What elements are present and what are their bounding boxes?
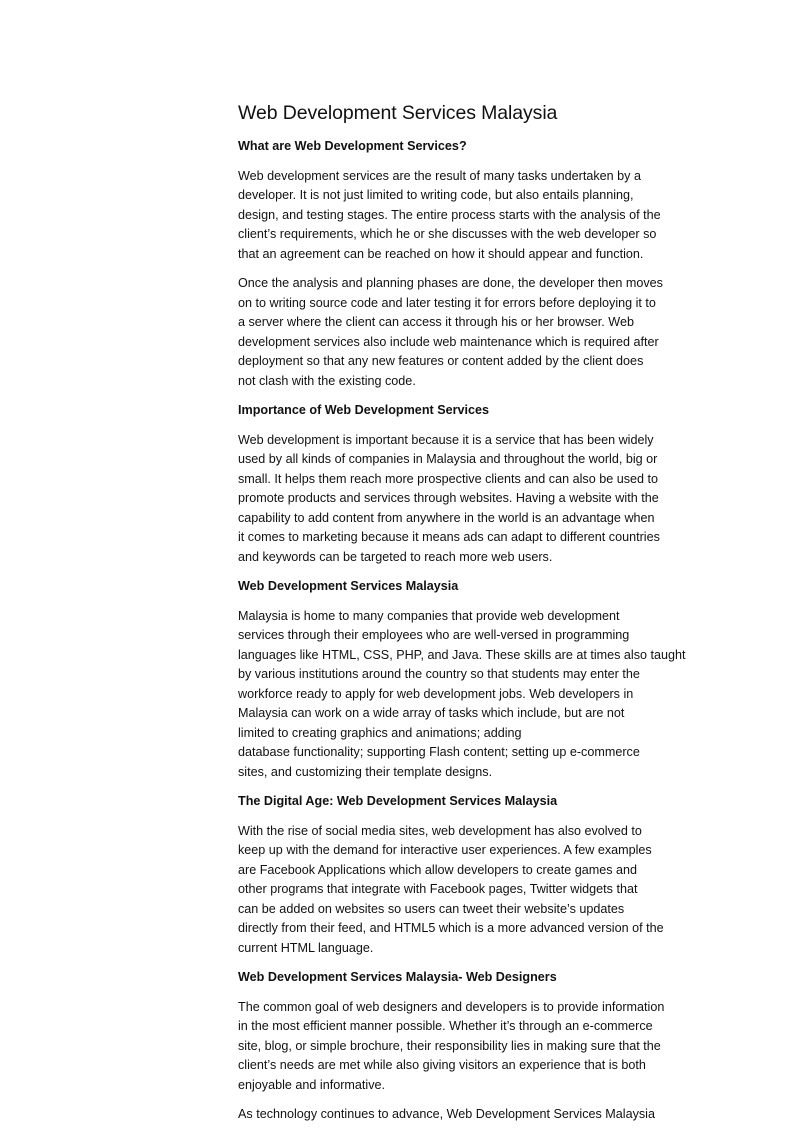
- paragraph-line: Malaysia can work on a wide array of tasks which include, but are not: [238, 706, 625, 720]
- paragraph-line: not clash with the existing code.: [238, 373, 416, 388]
- paragraph-line: design, and testing stages. The entire process starts with the analysis of the: [238, 207, 661, 222]
- paragraph-line: can be added on websites so users can tweet their website’s updates: [238, 901, 625, 916]
- paragraph-line: promote products and services through websites. Having a website with the: [238, 491, 659, 505]
- section-heading: Web Development Services Malaysia: [238, 579, 459, 593]
- paragraph: [238, 274, 700, 391]
- paragraph-line: As technology continues to advance, Web Development Services Malaysia: [238, 1107, 655, 1121]
- paragraph-line: languages like HTML, CSS, PHP, and Java. These skills are at times also taught: [238, 647, 686, 662]
- paragraph-line: Web development is important because it is a service that has been widely: [238, 432, 654, 447]
- paragraph-line: sites, and customizing their template designs.: [238, 764, 493, 779]
- paragraph-line: The common goal of web designers and developers is to provide information: [238, 999, 665, 1014]
- paragraph: [238, 607, 700, 783]
- paragraph: [238, 167, 700, 265]
- paragraph-line: capability to add content from anywhere in the world is an advantage when: [238, 510, 655, 525]
- paragraph-line: Web development services are the result of many tasks undertaken by a: [238, 168, 641, 183]
- paragraph-line: and keywords can be targeted to reach more web users.: [238, 549, 553, 564]
- paragraph-line: developer. It is not just limited to writing code, but also entails planning,: [238, 188, 634, 202]
- section-heading: What are Web Development Services?: [238, 139, 467, 153]
- paragraph-line: workforce ready to apply for web development jobs. Web developers in: [238, 686, 634, 701]
- paragraph-line: services through their employees who are well-versed in programming: [238, 628, 630, 642]
- paragraph-line: Once the analysis and planning phases are done, the developer then moves: [238, 276, 663, 290]
- section-heading: Importance of Web Development Services: [238, 403, 490, 417]
- paragraph-line: are Facebook Applications which allow developers to create games and: [238, 862, 638, 877]
- paragraph-line: deployment so that any new features or content added by the client does: [238, 354, 644, 368]
- document-title: Web Development Services Malaysia: [238, 102, 558, 124]
- paragraph-line: With the rise of social media sites, web development has also evolved to: [238, 823, 642, 838]
- paragraph-line: other programs that integrate with Facebook pages, Twitter widgets that: [238, 882, 638, 896]
- paragraph-line: that an agreement can be reached on how it should appear and function.: [238, 246, 644, 261]
- paragraph-line: site, blog, or simple brochure, their responsibility lies in making sure that the: [238, 1038, 661, 1053]
- paragraph: [238, 998, 700, 1096]
- paragraph-line: limited to creating graphics and animations; adding: [238, 725, 522, 740]
- paragraph-line: small. It helps them reach more prospective clients and can also be used to: [238, 471, 659, 486]
- paragraph: [238, 822, 700, 959]
- paragraph-line: enjoyable and informative.: [238, 1077, 386, 1092]
- paragraph-line: Malaysia is home to many companies that provide web development: [238, 608, 620, 623]
- paragraph-line: current HTML language.: [238, 940, 374, 955]
- paragraph-line: it comes to marketing because it means ads can adapt to different countries: [238, 530, 660, 544]
- paragraph-line: database functionality; supporting Flash content; setting up e-commerce: [238, 745, 640, 759]
- paragraph-line: in the most efficient manner possible. Whether it’s through an e-commerce: [238, 1019, 653, 1033]
- paragraph-line: client’s requirements, which he or she discusses with the web developer so: [238, 227, 657, 241]
- section-heading: The Digital Age: Web Development Services Malaysia: [238, 794, 558, 808]
- paragraph-line: a server where the client can access it through his or her browser. Web: [238, 315, 634, 329]
- paragraph: [238, 1105, 700, 1125]
- paragraph-line: client’s needs are met while also giving visitors an experience that is both: [238, 1058, 646, 1072]
- paragraph-line: on to writing source code and later testing it for errors before deploying it to: [238, 295, 656, 310]
- document-body: [238, 137, 700, 1125]
- paragraph-line: by various institutions around the country so that students may enter the: [238, 667, 640, 681]
- paragraph: [238, 431, 700, 568]
- paragraph-line: development services also include web maintenance which is required after: [238, 334, 659, 349]
- document-page: [238, 101, 700, 1135]
- paragraph-line: directly from their feed, and HTML5 which is a more advanced version of the: [238, 921, 664, 935]
- paragraph-line: used by all kinds of companies in Malaysia and throughout the world, big or: [238, 452, 658, 466]
- paragraph-line: keep up with the demand for interactive user experiences. A few examples: [238, 843, 652, 857]
- section-heading: Web Development Services Malaysia- Web Designers: [238, 970, 557, 984]
